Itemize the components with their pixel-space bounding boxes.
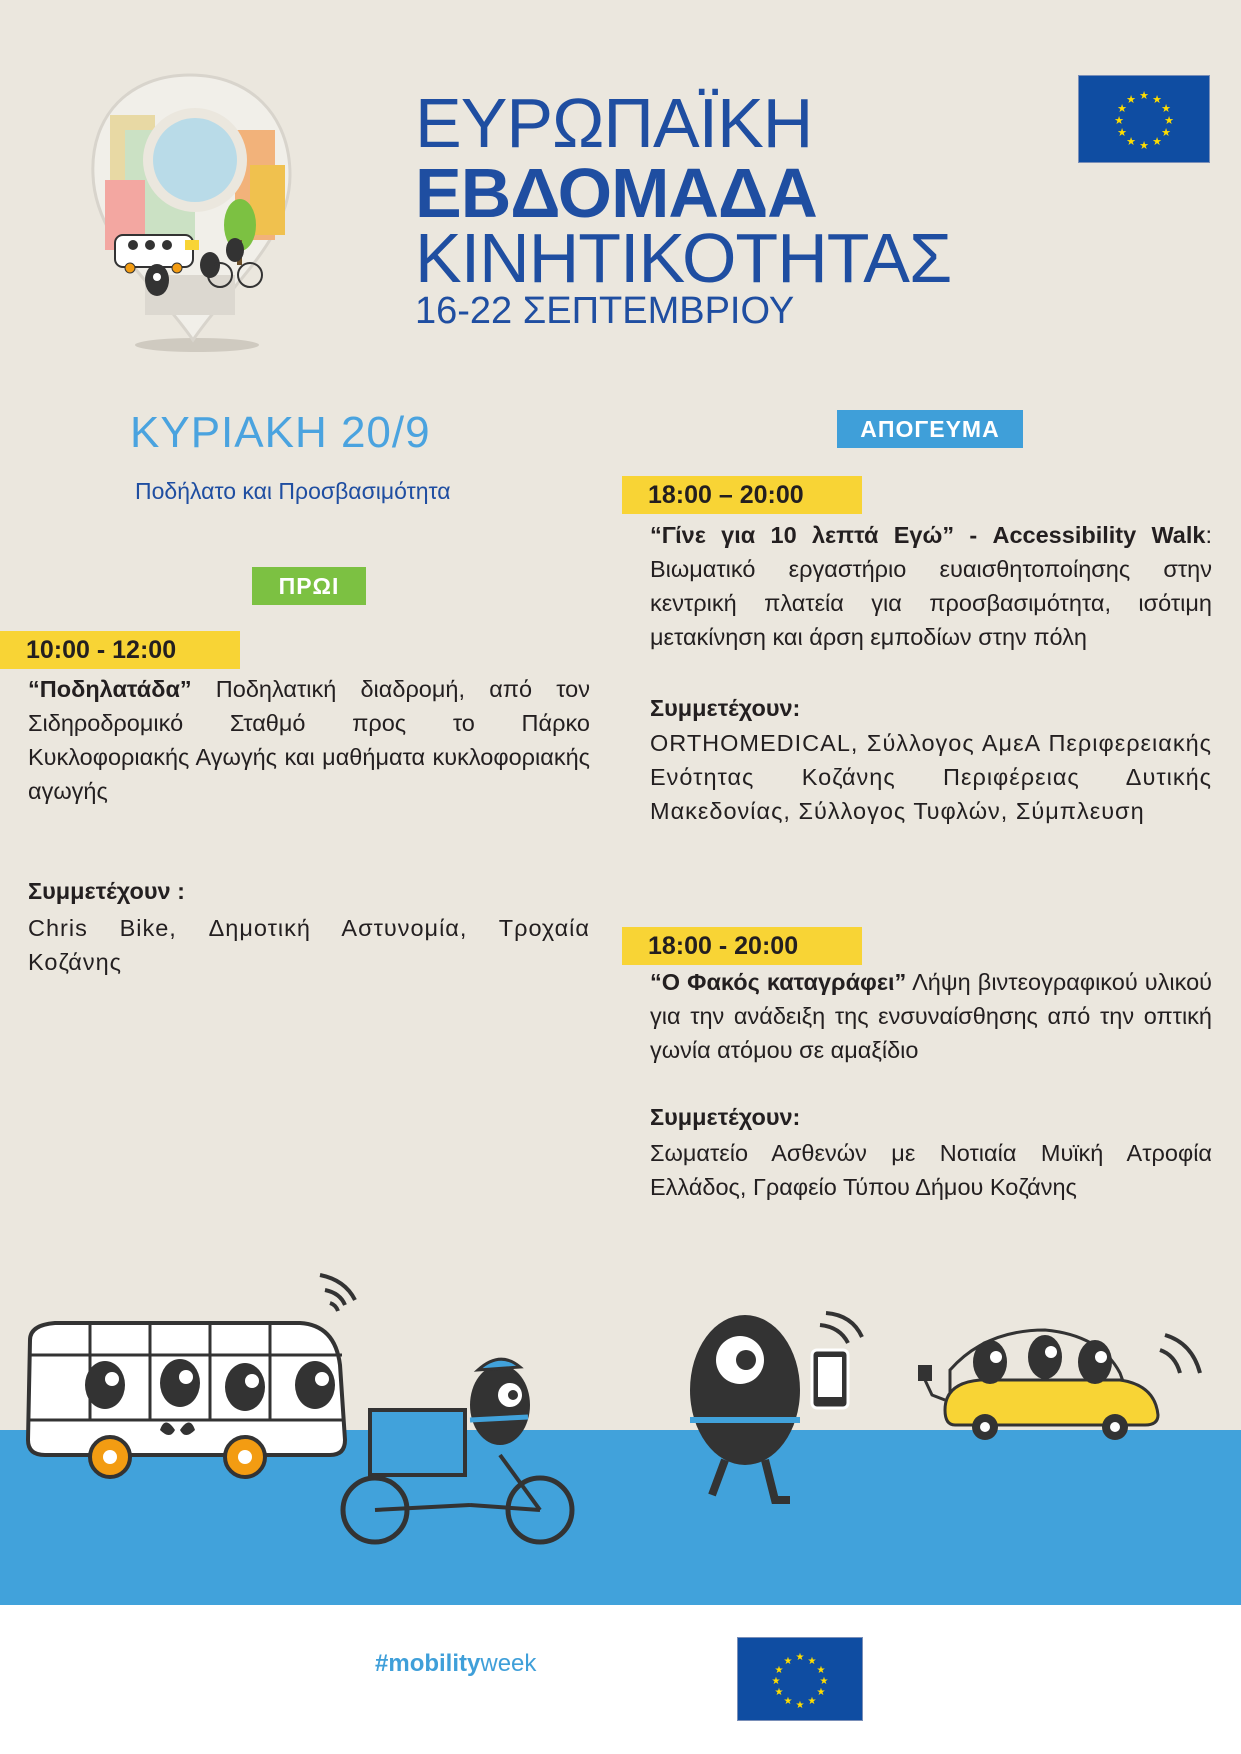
title-line-1: ΕΥΡΩΠΑΪΚΗ bbox=[415, 84, 813, 162]
afternoon-tag: ΑΠΟΓΕΥΜΑ bbox=[837, 410, 1023, 448]
morning-time: 10:00 - 12:00 bbox=[0, 631, 240, 669]
svg-text:★: ★ bbox=[807, 1656, 817, 1667]
svg-text:★: ★ bbox=[774, 1665, 784, 1676]
morning-participants-label: Συμμετέχουν : bbox=[28, 878, 185, 904]
eu-flag-bottom-icon bbox=[737, 1637, 863, 1721]
eu-flag-icon bbox=[1078, 75, 1210, 163]
electric-car-illustration bbox=[918, 1330, 1200, 1440]
svg-text:★: ★ bbox=[1152, 135, 1162, 148]
svg-text:★: ★ bbox=[816, 1665, 826, 1676]
svg-text:★: ★ bbox=[819, 1676, 829, 1687]
afternoon-event-2-text: Λήψη βιντεογραφικού υλικού για την ανάδειξη της ενσυναίσθησης από την οπτική γωνία ατόμου σε αμαξίδιο bbox=[650, 969, 1212, 1063]
svg-text:★: ★ bbox=[1114, 114, 1124, 127]
svg-text:★: ★ bbox=[1126, 135, 1136, 148]
bottom-illustration bbox=[0, 1255, 1241, 1605]
title-dates: 16-22 ΣΕΠΤΕΜΒΡΙΟΥ bbox=[415, 290, 795, 332]
afternoon-time-1: 18:00 – 20:00 bbox=[622, 476, 862, 514]
afternoon-participants-2: Σωματείο Ασθενών με Νοτιαία Μυϊκή Ατροφία Ελλάδος, Γραφείο Τύπου Δήμου Κοζάνης bbox=[650, 1140, 1212, 1200]
svg-text:★: ★ bbox=[1126, 93, 1136, 106]
afternoon-participants-1: ORTHOMEDICAL, Σύλλογος ΑμεΑ Περιφερειακής Ενότητας Κοζάνης Περιφέρειας Δυτικής Μακεδονίας, Σύλλογος Τυφλών, Σύμπλευση bbox=[650, 730, 1212, 824]
morning-participants: Chris Bike, Δημοτική Αστυνομία, Τροχαία Κοζάνης bbox=[28, 915, 590, 975]
svg-text:★: ★ bbox=[771, 1676, 781, 1687]
morning-event bbox=[28, 672, 590, 808]
hashtag-rest: week bbox=[480, 1650, 537, 1677]
afternoon-participants-label-1: Συμμετέχουν: bbox=[650, 695, 801, 721]
day-title: ΚΥΡΙΑΚΗ 20/9 bbox=[130, 408, 431, 457]
afternoon-event-1 bbox=[650, 518, 1212, 654]
svg-text:★: ★ bbox=[1161, 102, 1171, 115]
svg-text:★: ★ bbox=[1139, 139, 1149, 152]
svg-text:★: ★ bbox=[807, 1696, 817, 1707]
morning-event-text: Ποδηλατική διαδρομή, από τον Σιδηροδρομικό Σταθμό προς το Πάρκο Κυκλοφοριακής Αγωγής και μαθήματα κυκλοφοριακής αγωγής bbox=[28, 676, 590, 804]
afternoon-event-2-title: “Ο Φακός καταγράφει” bbox=[650, 969, 907, 995]
svg-text:★: ★ bbox=[795, 1652, 805, 1663]
title-line-2: ΕΒΔΟΜΑΔΑ bbox=[415, 154, 817, 232]
morning-tag: ΠΡΩΙ bbox=[252, 567, 366, 605]
hashtag-bold: #mobility bbox=[375, 1650, 481, 1677]
svg-text:★: ★ bbox=[1152, 93, 1162, 106]
morning-event-title: “Ποδηλατάδα” bbox=[28, 676, 192, 702]
svg-text:★: ★ bbox=[783, 1696, 793, 1707]
svg-text:★: ★ bbox=[783, 1656, 793, 1667]
afternoon-participants-label-2: Συμμετέχουν: bbox=[650, 1104, 801, 1130]
hashtag[interactable] bbox=[375, 1650, 536, 1678]
svg-text:★: ★ bbox=[1164, 114, 1174, 127]
svg-text:★: ★ bbox=[795, 1700, 805, 1711]
map-pin-city-illustration bbox=[85, 70, 300, 355]
svg-text:★: ★ bbox=[1117, 102, 1127, 115]
afternoon-time-2: 18:00 - 20:00 bbox=[622, 927, 862, 965]
svg-text:★: ★ bbox=[1139, 89, 1149, 102]
svg-text:★: ★ bbox=[1117, 126, 1127, 139]
afternoon-event-1-title: “Γίνε για 10 λεπτά Εγώ” - Accessibility Walk bbox=[650, 522, 1206, 548]
footer bbox=[0, 1605, 1241, 1754]
afternoon-event-1-text: : Βιωματικό εργαστήριο ευαισθητοποίησης στην κεντρική πλατεία για προσβασιμότητα, ισότιμη μετακίνηση και άρση εμποδίων στην πόλη bbox=[650, 522, 1212, 650]
title-line-3: ΚΙΝΗΤΙΚΟΤΗΤΑΣ bbox=[415, 219, 952, 297]
svg-text:★: ★ bbox=[1161, 126, 1171, 139]
svg-text:★: ★ bbox=[774, 1687, 784, 1698]
day-subtitle: Ποδήλατο και Προσβασιμότητα bbox=[135, 478, 451, 504]
bus-illustration bbox=[28, 1275, 355, 1477]
afternoon-event-2 bbox=[650, 965, 1212, 1067]
svg-text:★: ★ bbox=[816, 1687, 826, 1698]
